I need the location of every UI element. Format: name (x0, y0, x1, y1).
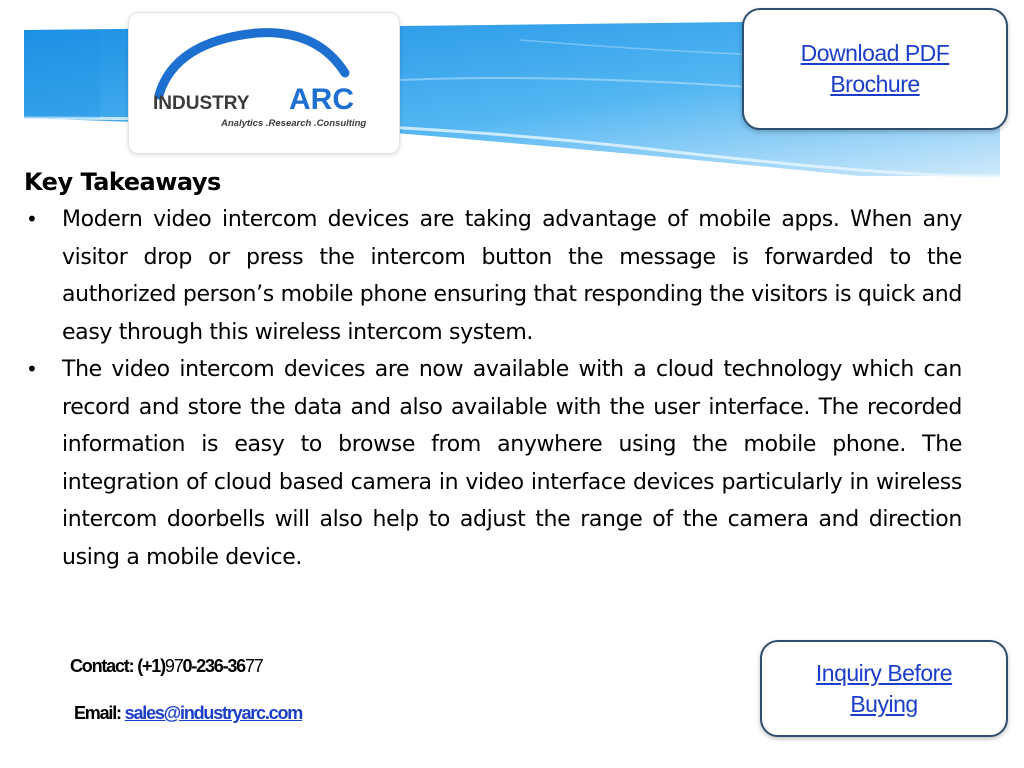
email-label: Email: (74, 703, 121, 723)
bullet-item (24, 201, 962, 351)
logo-tagline: Analytics .Research .Consulting (221, 118, 367, 129)
bullet-item (24, 351, 962, 576)
section-heading: Key Takeaways (24, 168, 221, 196)
download-brochure-box[interactable] (742, 8, 1008, 130)
inquiry-before-buying-link[interactable] (816, 658, 952, 720)
download-link-line-2: Brochure (830, 71, 920, 97)
contact-label: Contact: (+1) (70, 656, 165, 676)
industryarc-logo (128, 12, 400, 154)
bullet-text: Modern video intercom devices are taking advantage of mobile apps. When any visitor drop or press the intercom button the message is forwarded to the authorized person’s mobile phone ensuring that responding the visitors is quick and easy through this wireless intercom system. (62, 207, 962, 345)
email-link[interactable]: sales@industryarc.com (124, 703, 303, 723)
download-pdf-brochure-link[interactable] (801, 38, 950, 100)
bullet-text: The video intercom devices are now available with a cloud technology which can record and store the data and also available with the user interface. The recorded information is easy to browse from anywhere using the mobile phone. The integration of cloud based camera in video interface devices particularly in wireless intercom doorbells will also help to adjust the range of the camera and direction using a mobile device. (62, 357, 962, 570)
contact-phone-part-2: 0-236-36 (182, 656, 245, 676)
logo-brand-left: INDUSTRY (153, 93, 250, 114)
contact-phone-part-1: 97 (164, 656, 183, 676)
logo-brand-right: ARC (289, 83, 354, 116)
inquiry-link-line-1: Inquiry Before (815, 659, 953, 686)
inquiry-before-buying-box[interactable] (760, 640, 1008, 737)
contact-phone-part-3: 77 (244, 656, 263, 676)
contact-email (74, 703, 302, 724)
inquiry-link-line-2: Buying (850, 690, 918, 717)
contact-phone (70, 656, 263, 677)
bullet-icon: • (26, 207, 38, 231)
key-takeaways-section (24, 163, 962, 576)
bullet-icon: • (26, 357, 38, 381)
download-link-line-1: Download PDF (800, 40, 950, 66)
